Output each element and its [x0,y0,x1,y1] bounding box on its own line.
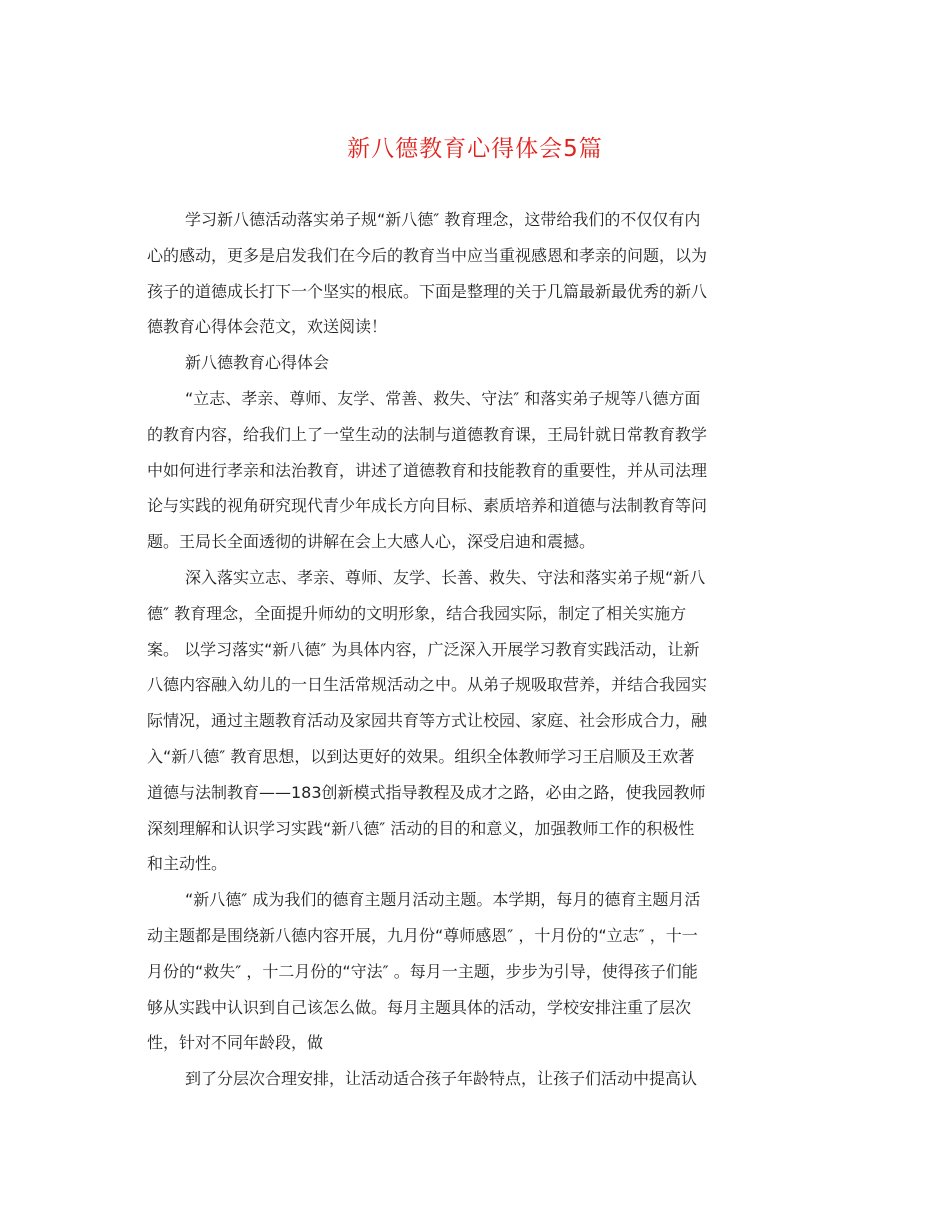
text-line: 中如何进行孝亲和法治教育，讲述了道德教育和技能教育的重要性，并从司法理 [147,460,708,480]
text-line: 题。王局长全面透彻的讲解在会上大感人心，深受启迪和震撼。 [147,532,596,552]
text-line: 性，针对不同年龄段，做 [147,1033,324,1053]
text-line: 道德与法制教育——183创新模式指导教程及成才之路，必由之路，使我园教师 [147,782,706,802]
text-line: 和主动性。 [147,854,228,874]
text-line: 入“新八德″ 教育思想，以到达更好的效果。组织全体教师学习王启顺及王欢著 [147,746,695,766]
text-line: “新八德″ 成为我们的德育主题月活动主题。本学期，每月的德育主题月活 [185,890,701,910]
text-line: “立志、孝亲、尊师、友学、常善、救失、守法″ 和落实弟子规等八德方面 [185,388,701,408]
text-line: 八德内容融入幼儿的一日生活常规活动之中。从弟子规吸取营养，并结合我园实 [147,675,708,695]
text-line: 的教育内容，给我们上了一堂生动的法制与道德教育课，王局针就日常教育教学 [147,424,708,444]
text-line: 德教育心得体会范文，欢送阅读！ [147,317,388,337]
text-line: 动主题都是围绕新八德内容开展，九月份“尊师感恩″ ，十月份的“立志″ ，十一 [147,925,698,945]
text-line: 深刻理解和认识学习实践“新八德″ 活动的目的和意义，加强教师工作的积极性 [147,818,695,838]
text-line: 论与实践的视角研究现代青少年成长方向目标、素质培养和道德与法制教育等问 [147,496,708,516]
text-line: 到了分层次合理安排，让活动适合孩子年龄特点，让孩子们活动中提高认 [185,1069,698,1089]
text-line: 深入落实立志、孝亲、尊师、友学、长善、救失、守法和落实弟子规“新八 [185,567,706,587]
text-line: 孩子的道德成长打下一个坚实的根底。下面是整理的关于几篇最新最优秀的新八 [147,281,708,301]
text-line: 案。 以学习落实“新八德″ 为具体内容，广泛深入开展学习教育实践活动，让新 [147,639,700,659]
text-line: 学习新八德活动落实弟子规“新八德″ 教育理念，这带给我们的不仅仅有内 [185,210,701,229]
text-line: 新八德教育心得体会 [185,353,330,373]
text-line: 德″ 教育理念，全面提升师幼的文明形象，结合我园实际，制定了相关实施方 [147,603,687,623]
text-line: 际情况，通过主题教育活动及家园共育等方式让校园、家庭、社会形成合力，融 [147,711,708,731]
text-line: 月份的“救失″ ，十二月份的“守法″ 。每月一主题，步步为引导，使得孩子们能 [147,961,698,981]
text-line: 够从实践中认识到自己该怎么做。每月主题具体的活动，学校安排注重了层次 [147,997,692,1017]
document-title: 新八德教育心得体会5篇 [347,136,603,162]
text-line: 心的感动，更多是启发我们在今后的教育当中应当重视感恩和孝亲的问题，以为 [147,245,708,265]
document-body [147,202,807,1097]
